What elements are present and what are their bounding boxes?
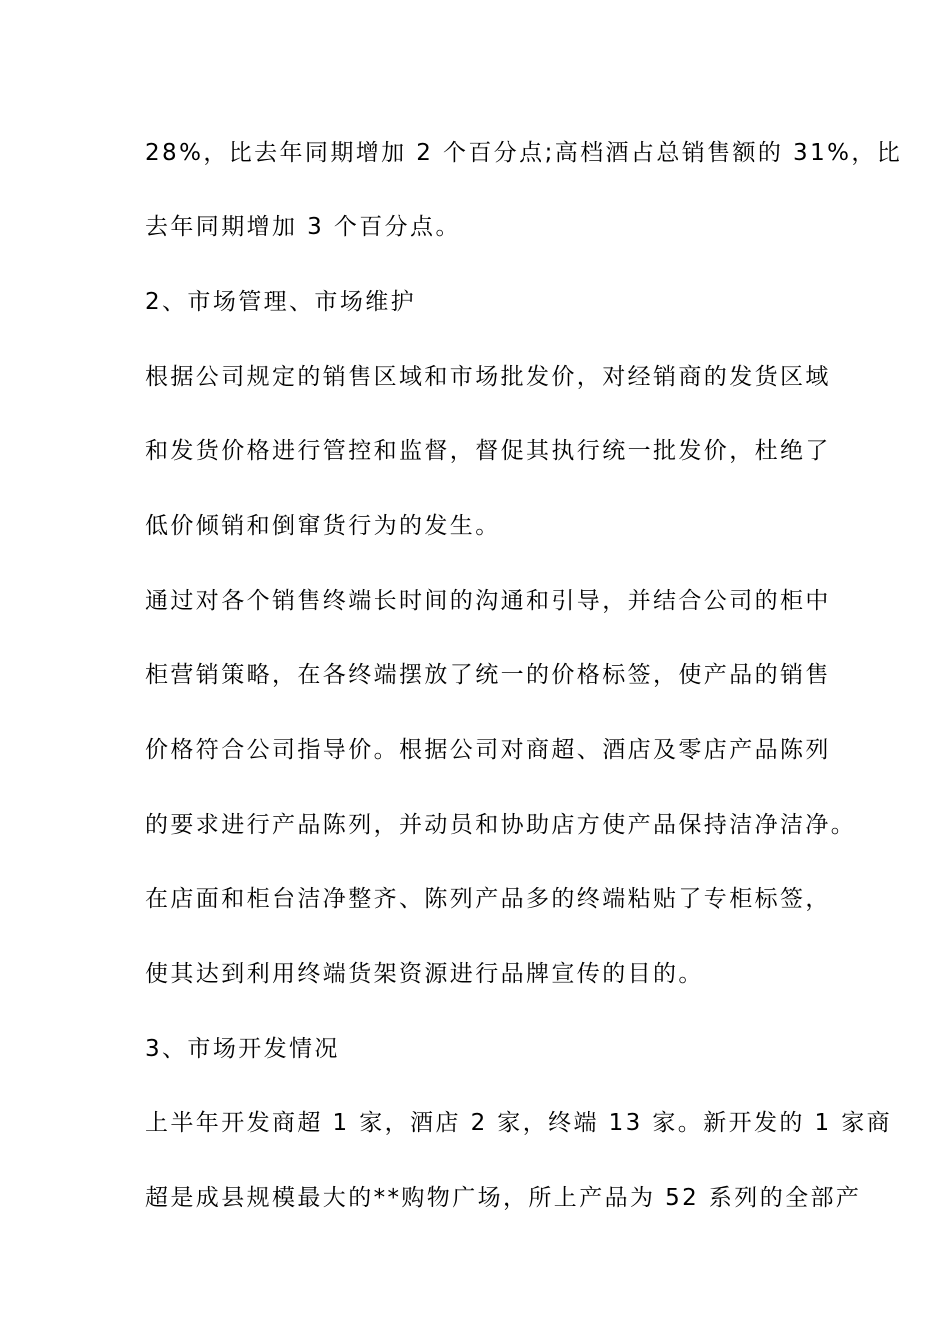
text-line: 28%，比去年同期增加 2 个百分点;高档酒占总销售额的 31%，比: [145, 140, 903, 166]
section-heading: 3、市场开发情况: [145, 1036, 340, 1062]
text-line: 通过对各个销售终端长时间的沟通和引导，并结合公司的柜中: [145, 588, 831, 614]
text-line: 上半年开发商超 1 家，酒店 2 家，终端 13 家。新开发的 1 家商: [145, 1110, 893, 1136]
text-line: 和发货价格进行管控和监督，督促其执行统一批发价，杜绝了: [145, 438, 831, 464]
text-line: 低价倾销和倒窜货行为的发生。: [145, 513, 501, 539]
text-line: 去年同期增加 3 个百分点。: [145, 214, 461, 240]
text-line: 使其达到利用终端货架资源进行品牌宣传的目的。: [145, 961, 704, 987]
text-line: 超是成县规模最大的**购物广场，所上产品为 52 系列的全部产: [145, 1185, 862, 1211]
text-line: 的要求进行产品陈列，并动员和协助店方使产品保持洁净洁净。: [145, 812, 857, 838]
text-line: 根据公司规定的销售区域和市场批发价，对经销商的发货区域: [145, 364, 831, 390]
text-line: 价格符合公司指导价。根据公司对商超、酒店及零店产品陈列: [145, 737, 831, 763]
text-line: 柜营销策略，在各终端摆放了统一的价格标签，使产品的销售: [145, 662, 831, 688]
section-heading: 2、市场管理、市场维护: [145, 289, 417, 315]
text-line: 在店面和柜台洁净整齐、陈列产品多的终端粘贴了专柜标签，: [145, 886, 831, 912]
